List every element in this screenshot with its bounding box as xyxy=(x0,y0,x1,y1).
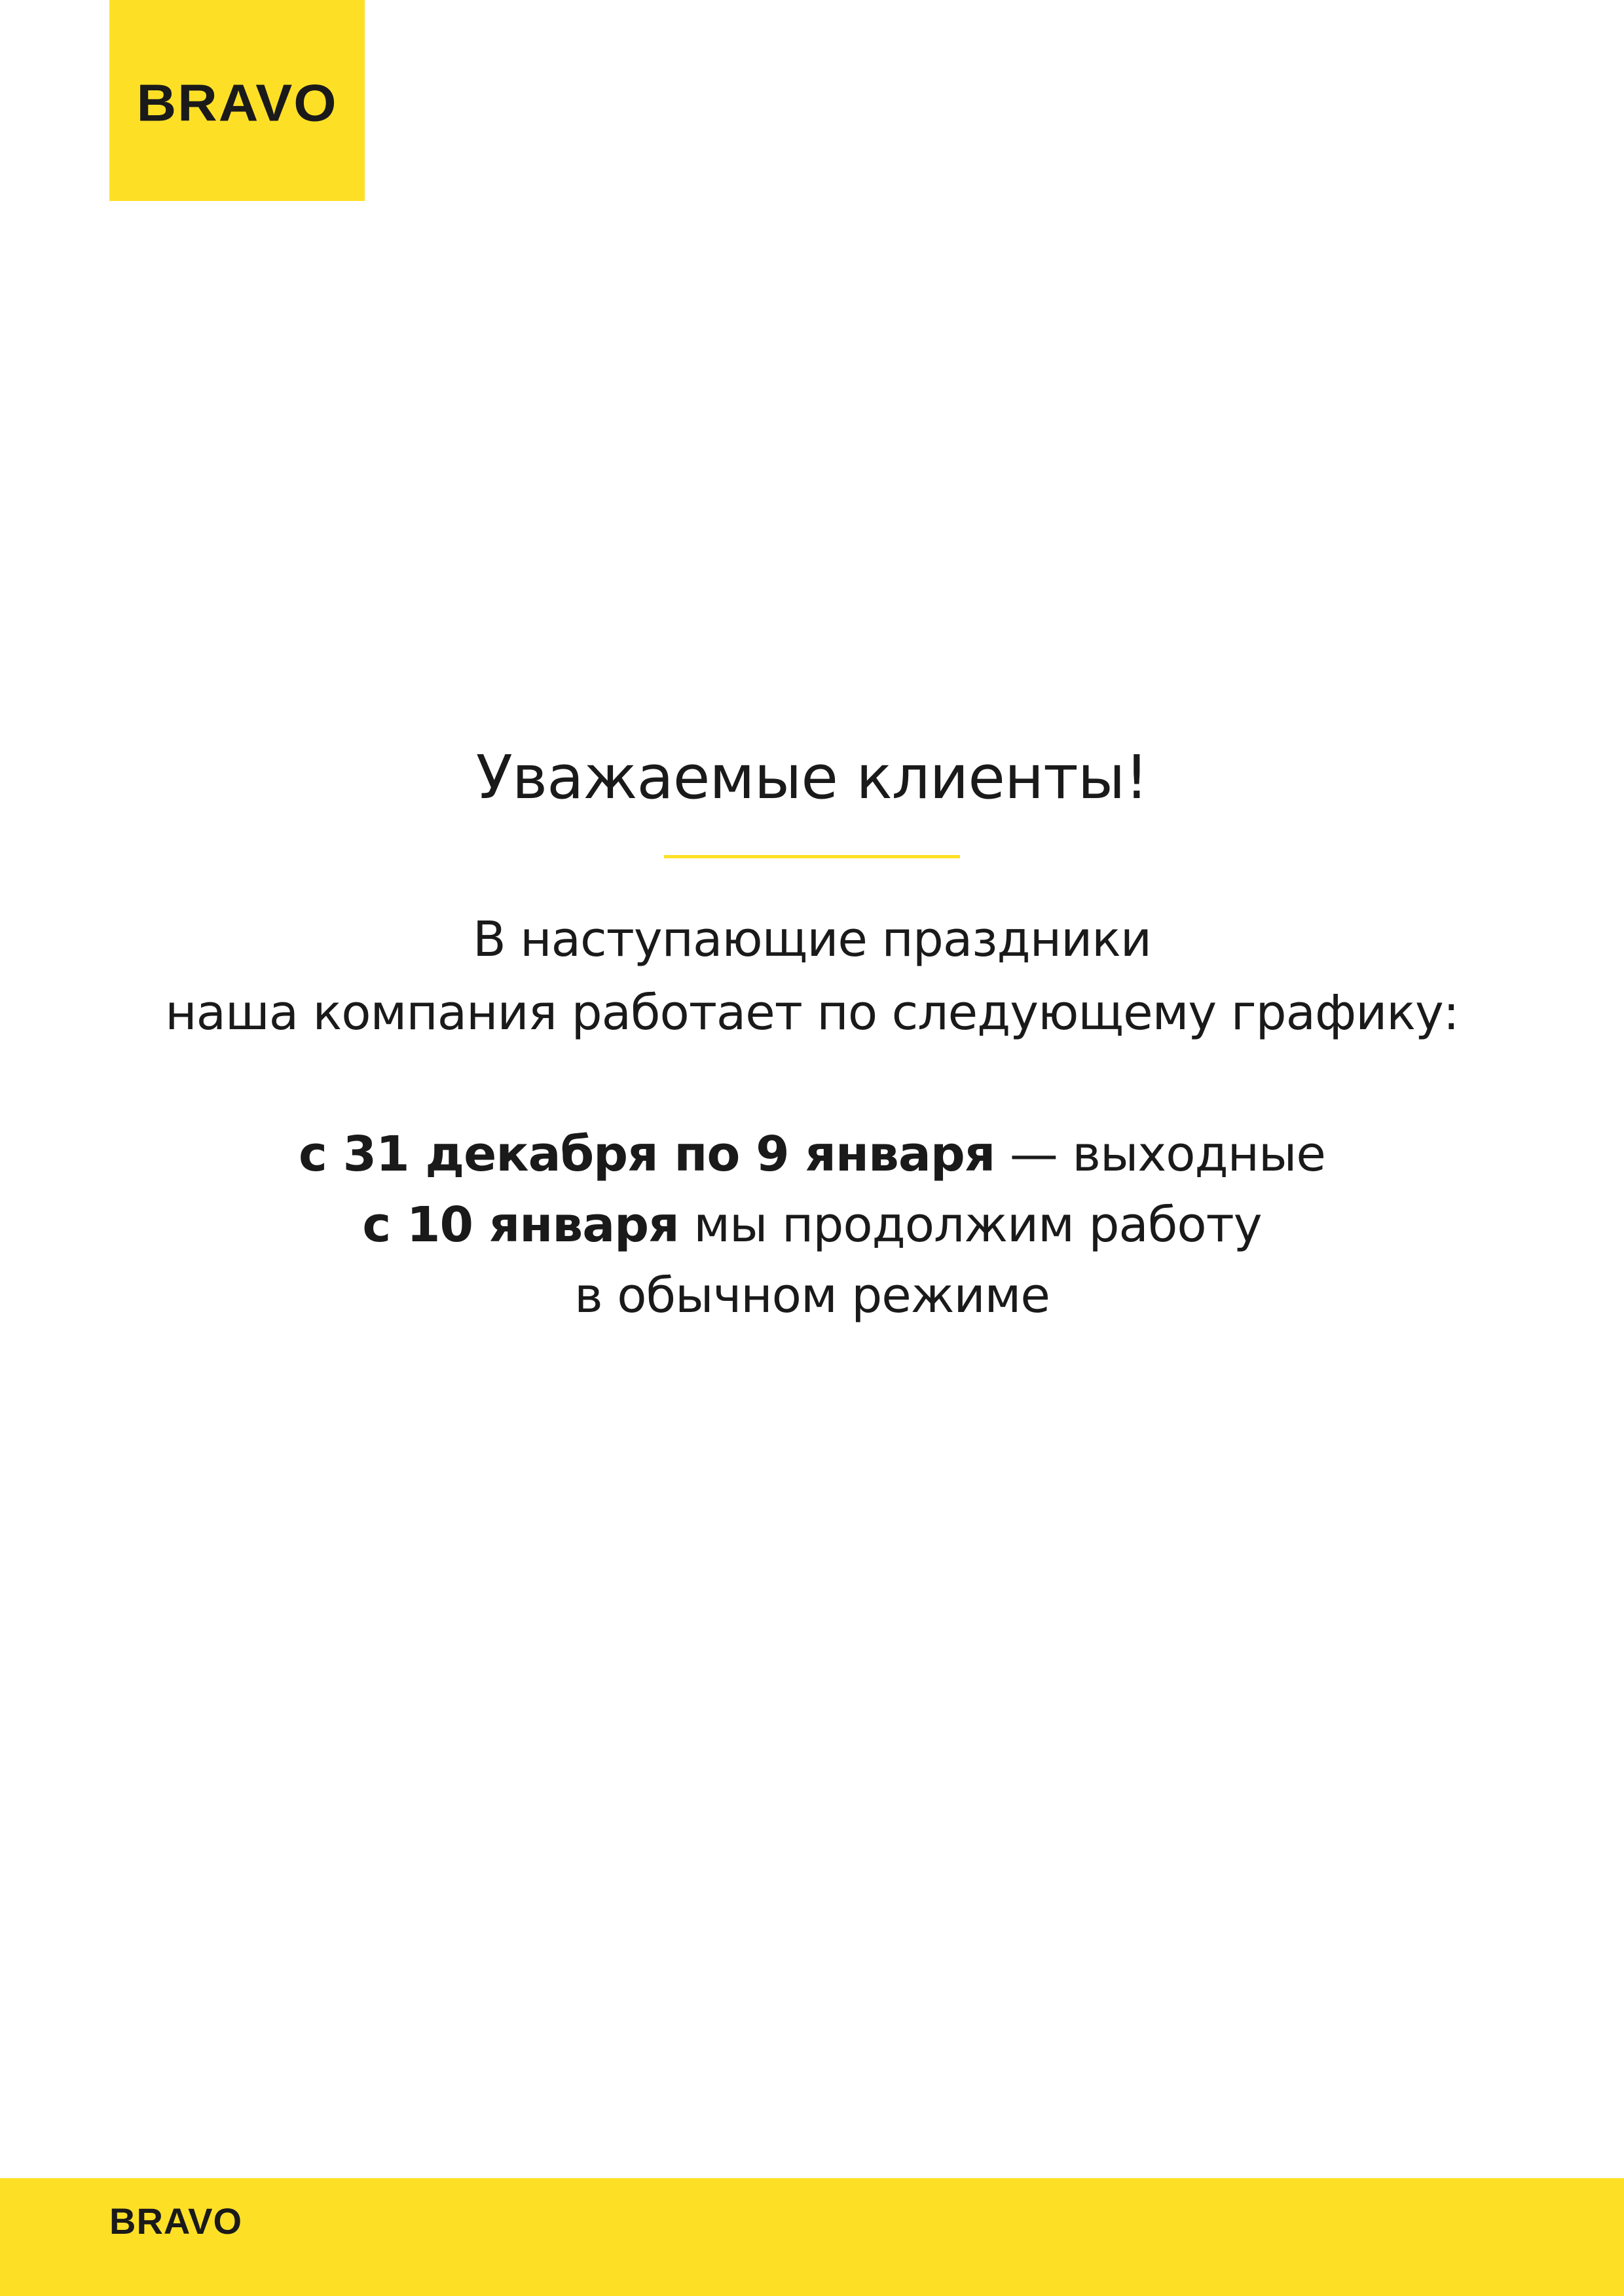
schedule-dates: с 10 января xyxy=(362,1197,679,1253)
schedule-line-holidays xyxy=(0,1119,1624,1190)
header-logo xyxy=(109,0,365,201)
logo-text: BRAVO xyxy=(136,73,338,132)
intro-line: наша компания работает по следующему графику: xyxy=(165,985,1459,1041)
greeting-heading: Уважаемые клиенты! xyxy=(475,742,1149,812)
intro-text xyxy=(0,903,1624,1049)
yellow-divider xyxy=(664,855,960,858)
footer-bar xyxy=(0,2178,1624,2296)
intro-line: В наступающие праздники xyxy=(473,911,1151,968)
schedule-description: мы продолжим работу xyxy=(678,1197,1262,1253)
schedule-line-resume xyxy=(0,1190,1624,1260)
footer-logo: BRAVO xyxy=(109,2200,243,2242)
schedule-description: — выходные xyxy=(995,1126,1325,1182)
schedule-closing: в обычном режиме xyxy=(574,1267,1050,1324)
schedule xyxy=(0,1119,1624,1331)
schedule-dates: с 31 декабря по 9 января xyxy=(299,1126,995,1182)
notice xyxy=(0,732,1624,1331)
